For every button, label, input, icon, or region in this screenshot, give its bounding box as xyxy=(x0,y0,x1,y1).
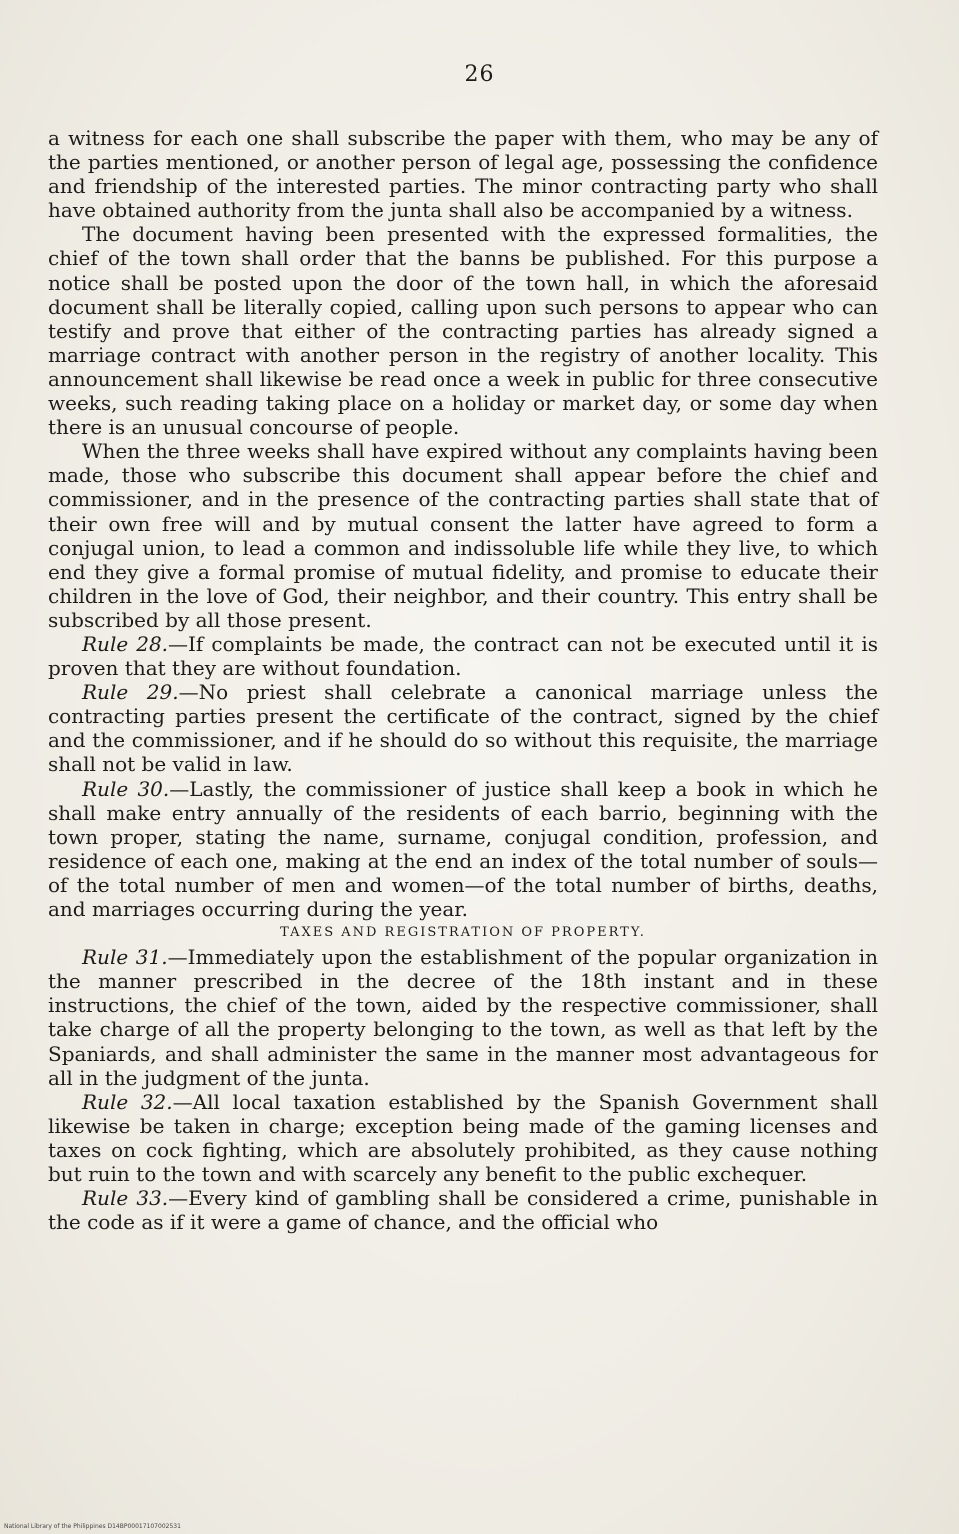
paragraph-text: —Immediately upon the establishment of the popular organization in the manner prescribed in the decree of the 18th instant and in these instructions, the chief of the town, aided by the respective commissioner, shall take charge of all the property belonging to the town, as well as that left by the Spaniards, and shall administer the same in the manner most advantageous for all in the judgment of the junta. xyxy=(48,945,878,1090)
paragraph-text: —Lastly, the commissioner of justice shall keep a book in which he shall make entry annually of the residents of each barrio, beginning with the town proper, stating the name, surname, conjugal condition, profession, and residence of each one, making at the end an index of the total number of souls—of the total number of men and women—of the total number of births, deaths, and marriages occurring during the year. xyxy=(48,776,878,921)
paragraph-text: —All local taxation established by the Spanish Government shall likewise be taken in charge; exception being made of the gaming licenses and taxes on cock fighting, which are absolutely prohibited, as they cause nothing but ruin to the town and with scarcely any benefit to the public exchequer. xyxy=(48,1089,878,1187)
rule-paragraph xyxy=(48,1186,878,1234)
paragraph-text: —No priest shall celebrate a canonical marriage unless the contracting parties present the certificate of the contract, signed by the chief and the commissioner, and if he should do so without this requisite, the marriage shall not be valid in law. xyxy=(48,680,878,777)
body-text xyxy=(48,126,878,1234)
rule-label: Rule 29. xyxy=(82,680,179,705)
rule-label: Rule 32. xyxy=(82,1089,173,1114)
archive-footer: National Library of the Philippines D14BP00017107002531 xyxy=(4,1523,181,1530)
rule-paragraph xyxy=(48,632,878,680)
paragraph xyxy=(48,439,878,632)
paragraph-text: a witness for each one shall subscribe the paper with them, who may be any of the parties mentioned, or another person of legal age, possessing the confidence and friendship of the interested parties. The minor contracting party who shall have obtained authority from the junta shall also be accompanied by a witness. xyxy=(48,126,878,223)
paragraph xyxy=(48,126,878,222)
rule-paragraph xyxy=(48,777,878,922)
paragraph-text: When the three weeks shall have expired without any complaints having been made, those who subscribe this document shall appear before the chief and commissioner, and in the presence of the contracting parties shall state that of their own free will and by mutual consent the latter have agreed to form a conjugal union, to lead a common and indissoluble life while they live, to which end they give a formal promise of mutual fidelity, and promise to educate their children in the love of God, their neighbor, and their country. This entry shall be subscribed by all those present. xyxy=(48,439,878,632)
rule-paragraph xyxy=(48,1090,878,1186)
paragraph-text: The document having been presented with the expressed formalities, the chief of the town shall order that the banns be published. For this purpose a notice shall be posted upon the door of the town hall, in which the aforesaid document shall be literally copied, calling upon such persons to appear who can testify and prove that either of the contracting parties has already signed a marriage contract with another person in the registry of another locality. This announcement shall likewise be read once a week in public for three consecutive weeks, such reading taking place on a holiday or market day, or some day when there is an unusual concourse of people. xyxy=(48,222,878,440)
rule-paragraph xyxy=(48,945,878,1090)
paragraph xyxy=(48,222,878,439)
rule-label: Rule 33. xyxy=(82,1186,169,1211)
page-number: 26 xyxy=(464,62,495,87)
paragraph-text: —If complaints be made, the contract can not be executed until it is proven that they are without foundation. xyxy=(48,631,878,681)
paragraph-text: —Every kind of gambling shall be considered a crime, punishable in the code as if it were a game of chance, and the official who xyxy=(48,1186,878,1235)
rule-label: Rule 30. xyxy=(82,776,170,801)
section-heading: TAXES AND REGISTRATION OF PROPERTY. xyxy=(280,925,646,941)
rule-label: Rule 28. xyxy=(82,631,169,656)
rule-paragraph xyxy=(48,680,878,776)
rule-label: Rule 31. xyxy=(82,945,168,970)
